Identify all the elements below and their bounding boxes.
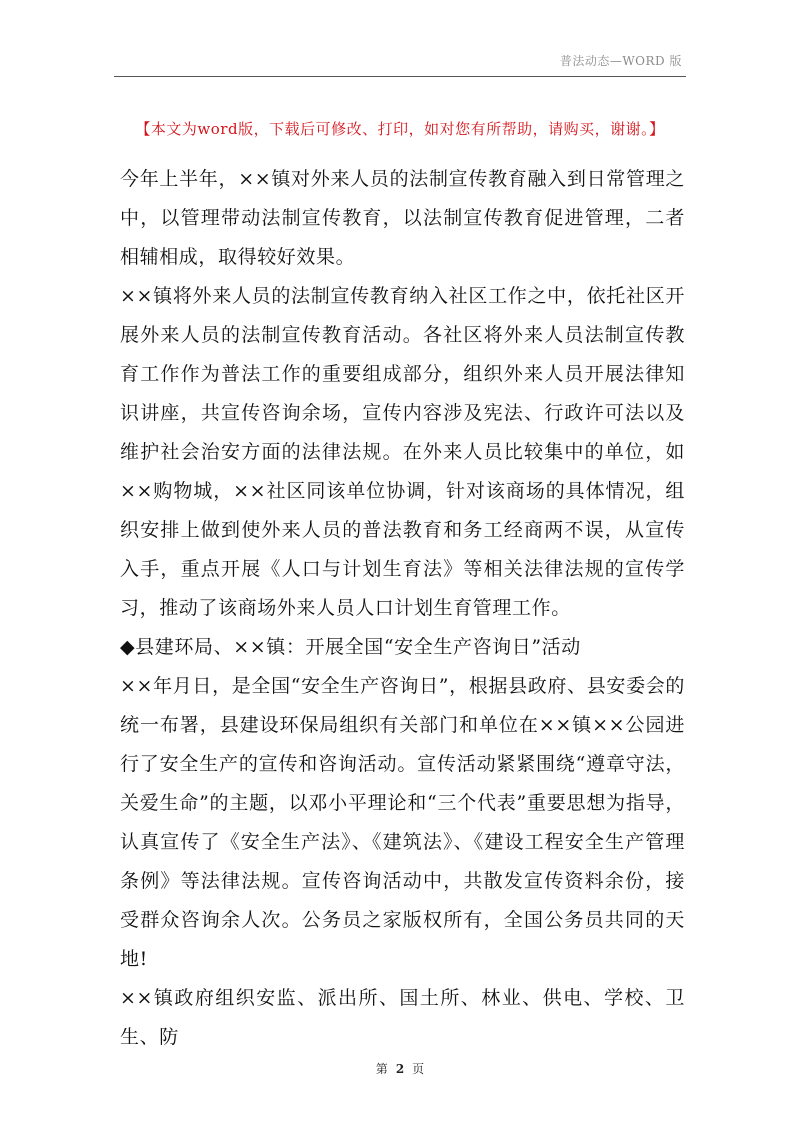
page-footer [0, 1060, 800, 1077]
page-number: 2 [395, 1062, 405, 1076]
paragraph-community-education: ××镇将外来人员的法制宣传教育纳入社区工作之中，依托社区开展外来人员的法制宣传教育活动。各社区将外来人员法制宣传教育工作作为普法工作的重要组成部分，组织外来人员开展法律知识讲座，共宣传咨询余场，宣传内容涉及宪法、行政许可法以及维护社会治安方面的法律法规。在外来人员比较集中的单位，如××购物城，××社区同该单位协调，针对该商场的具体情况，组织安排上做到使外来人员的普法教育和务工经商两不误，从宣传入手，重点开展《人口与计划生育法》等相关法律法规的宣传学习，推动了该商场外来人员人口计划生育管理工作。 [120, 285, 685, 619]
download-notice: 【本文为word版，下载后可修改、打印，如对您有所帮助，请购买，谢谢。】 [135, 120, 665, 138]
page-number-suffix: 页 [412, 1062, 425, 1076]
paragraph-safety-day: ××年月日，是全国“安全生产咨询日”，根据县政府、县安委会的统一布署，县建设环保局组织有关部门和单位在××镇××公园进行了安全生产的宣传和咨询活动。宣传活动紧紧围绕“遵章守法，关爱生命”的主题，以邓小平理论和“三个代表”重要思想为指导，认真宣传了《安全生产法》、《建筑法》、《建设工程安全生产管理条例》等法律法规。宣传咨询活动中，共散发宣传资料余份，接受群众咨询余人次。公务员之家版权所有，全国公务员共同的天地! [120, 675, 685, 970]
header-divider [114, 76, 686, 77]
paragraph-intro: 今年上半年，××镇对外来人员的法制宣传教育融入到日常管理之中，以管理带动法制宣传教育，以法制宣传教育促进管理，二者相辅相成，取得较好效果。 [120, 168, 685, 268]
section-heading-safety-day: ◆县建环局、××镇：开展全国“安全生产咨询日”活动 [120, 636, 581, 658]
paragraph-town-government: ××镇政府组织安监、派出所、国土所、林业、供电、学校、卫生、防 [120, 987, 685, 1048]
page-header-title: 普法动态—WORD 版 [559, 54, 682, 68]
document-body [120, 160, 685, 1057]
page-number-prefix: 第 [375, 1062, 388, 1076]
